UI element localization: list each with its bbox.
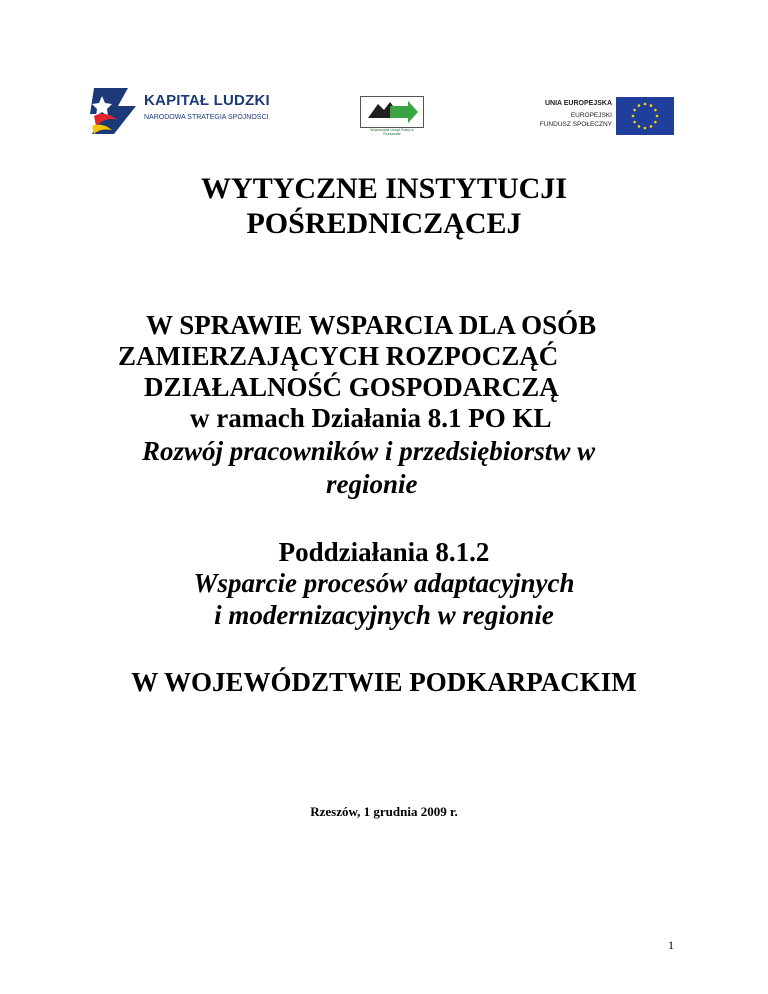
subaction-name-line-1: Wsparcie procesów adaptacyjnych	[193, 568, 575, 598]
kapital-ludzki-subtitle: NARODOWA STRATEGIA SPÓJNOŚCI	[144, 114, 269, 121]
document-title-line-2: POŚREDNICZĄCEJ	[246, 207, 522, 240]
page-number: 1	[668, 938, 674, 952]
eu-line-3: FUNDUSZ SPOŁECZNY	[539, 121, 612, 128]
subject-line-3: DZIAŁALNOŚĆ GOSPODARCZĄ	[144, 372, 559, 402]
wup-logo	[360, 96, 424, 136]
document-title-line-1: WYTYCZNE INSTYTUCJI	[201, 172, 567, 205]
kapital-ludzki-logo	[88, 86, 288, 136]
kapital-ludzki-title: KAPITAŁ LUDZKI	[144, 92, 270, 109]
eu-flag-icon	[616, 97, 674, 135]
eu-line-1: UNIA EUROPEJSKA	[544, 100, 612, 107]
action-name-line-2: regionie	[326, 469, 418, 499]
subaction-name-line-2: i modernizacyjnych w regionie	[214, 600, 554, 630]
action-line: w ramach Działania 8.1 PO KL	[190, 403, 552, 433]
subaction-line: Poddziałania 8.1.2	[278, 537, 490, 567]
eu-line-2: EUROPEJSKI	[570, 112, 612, 119]
wup-caption: Wojewódzki Urząd Pracy w Rzeszowie	[370, 128, 414, 136]
place-date: Rzeszów, 1 grudnia 2009 r.	[310, 804, 458, 819]
kapital-ludzki-emblem-icon	[88, 86, 140, 136]
subject-line-1: W SPRAWIE WSPARCIA DLA OSÓB	[146, 310, 597, 340]
region-line: W WOJEWÓDZTWIE PODKARPACKIM	[131, 667, 637, 697]
wup-arrow-icon	[360, 96, 424, 128]
action-name-line-1: Rozwój pracowników i przedsiębiorstw w	[142, 436, 596, 466]
subject-line-2: ZAMIERZAJĄCYCH ROZPOCZĄĆ	[118, 341, 559, 371]
